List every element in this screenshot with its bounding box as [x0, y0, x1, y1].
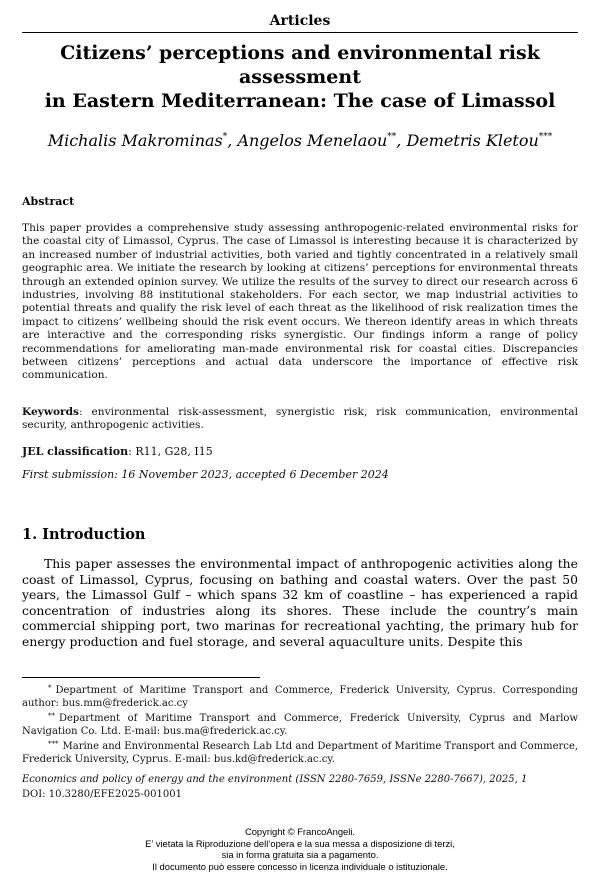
submission-text: : 16 November 2023, accepted 6 December 2024 — [114, 468, 389, 481]
copyright-notice — [0, 826, 600, 872]
author-name: Michalis Makrominas — [47, 131, 223, 150]
keywords-line — [22, 406, 578, 433]
footnote-1 — [22, 682, 578, 710]
footnote-mark: ** — [48, 712, 55, 720]
author-separator: , — [396, 131, 407, 150]
author-list — [22, 131, 578, 150]
submission-label: First submission — [22, 468, 115, 481]
footnote-mark: *** — [48, 740, 59, 748]
abstract-heading: Abstract — [22, 195, 75, 208]
doi: DOI: 10.3280/EFE2025-001001 — [22, 789, 182, 800]
title-line-1: Citizens’ perceptions and environmental risk assessment — [60, 42, 540, 88]
author-name: Demetris Kletou — [406, 131, 539, 150]
footnote-3 — [22, 738, 578, 766]
jel-line — [22, 445, 578, 458]
copyright-line: Copyright © FrancoAngeli. — [244, 826, 356, 837]
introduction-heading: 1. Introduction — [22, 526, 146, 543]
author-mark: * — [222, 132, 228, 142]
copyright-line: E’ vietata la Riproduzione dell’opera e la sua messa a disposizione di terzi, — [145, 837, 455, 849]
article-title — [22, 41, 578, 113]
footnote-mark: * — [48, 684, 52, 692]
title-line-2: in Eastern Mediterranean: The case of Limassol — [44, 90, 556, 112]
author-mark: ** — [387, 132, 397, 142]
header-rule — [22, 32, 578, 33]
copyright-line: sia in forma gratuita sia a pagamento. — [221, 849, 379, 861]
abstract-text: This paper provides a comprehensive study assessing anthropogenic-related environmental risks for the coastal city of Limassol, Cyprus. The case of Limassol is interesting because it is characterized by an increased number of industrial activities, both varied and tightly concentrated in a relatively small geographic area. We initiate the research by looking at citizens’ perceptions for environmental threats through an extended opinion survey. We utilize the results of the survey to direct our research across 6 industries, involving 88 institutional stakeholders. For each sector, we map industrial activities to potential threats and qualify the risk level of each threat as the likelihood of risk realization times the impact to citizens’ wellbeing should the risk event occurs. We thereon identify areas in which threats are interactive and the corresponding risks synergistic. Our findings inform a range of policy recommendations for ameliorating man-made environmental risk for coastal cities. Discrepancies between citizens’ perceptions and actual data underscore the importance of effective risk communication. — [22, 222, 578, 382]
footnote-text: Department of Maritime Transport and Commerce, Frederick University, Cyprus and Marlow Navigation Co. Ltd. E-mail: bus.ma@frederick.ac.cy. — [22, 713, 578, 737]
copyright-line: Il documento può essere concesso in licenza individuale o istituzionale. — [152, 860, 448, 872]
jel-text: : R11, G28, I15 — [128, 445, 213, 458]
author-name: Angelos Menelaou — [237, 131, 388, 150]
submission-line — [22, 468, 578, 481]
journal-citation: Economics and policy of energy and the environment (ISSN 2280-7659, ISSNe 2280-7667), 2025, 1 — [22, 774, 528, 785]
section-label: Articles — [269, 13, 331, 29]
keywords-label: Keywords — [22, 406, 80, 418]
footnote-2 — [22, 710, 578, 738]
footnote-text: Marine and Environmental Research Lab Ltd and Department of Maritime Transport and Commerce, Frederick University, Cyprus. E-mail: bus.kd@frederick.ac.cy. — [22, 741, 578, 765]
introduction-text: This paper assesses the environmental impact of anthropogenic activities along the coast of Limassol, Cyprus, focusing on bathing and coastal waters. Over the past 50 years, the Limassol Gulf – which spans 32 km of coastline – has experienced a rapid concentration of industries along its shores. These include the country’s main commercial shipping port, two marinas for recreational yachting, the primary hub for energy production and fuel storage, and several aquaculture units. Despite this — [22, 556, 578, 649]
footnote-text: Department of Maritime Transport and Commerce, Frederick University, Cyprus. Corresponding author: bus.mm@frederick.ac.cy — [22, 685, 578, 709]
author-separator: , — [227, 131, 238, 150]
jel-label: JEL classification — [22, 445, 129, 458]
footnote-rule — [22, 677, 260, 678]
author-mark: *** — [538, 132, 553, 142]
keywords-text: : environmental risk-assessment, synergistic risk, risk communication, environmental security, anthropogenic activities. — [22, 406, 578, 432]
